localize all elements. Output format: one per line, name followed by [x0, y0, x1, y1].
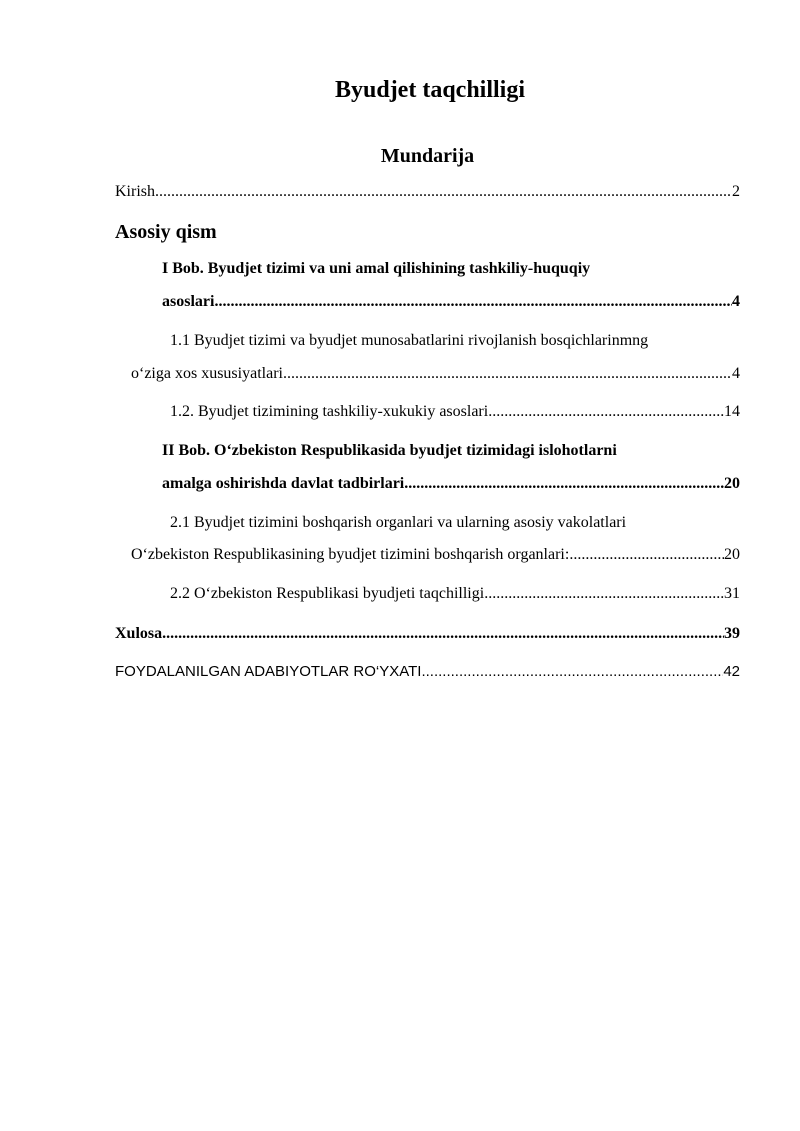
dot-leader	[404, 474, 724, 494]
dot-leader	[484, 584, 724, 604]
dot-leader	[488, 402, 724, 422]
toc-entry-section1-2[interactable]	[170, 402, 740, 422]
dot-leader	[155, 182, 732, 202]
dot-leader	[283, 364, 732, 384]
toc-page-number: 20	[724, 475, 740, 492]
toc-entry-text: o‘ziga xos xususiyatlari	[131, 365, 283, 382]
toc-entry-chapter1-line1[interactable]: I Bob. Byudjet tizimi va uni amal qilishining tashkiliy-huquqiy	[162, 260, 591, 277]
toc-entry-text: 2.2 O‘zbekiston Respublikasi byudjeti taqchilligi	[170, 585, 485, 602]
toc-entry-text: Xulosa	[115, 625, 163, 642]
dot-leader	[569, 545, 724, 565]
dot-leader	[162, 624, 724, 644]
dot-leader	[421, 662, 723, 682]
main-section-heading: Asosiy qism	[115, 221, 217, 243]
toc-entry-text: 1.2. Byudjet tizimining tashkiliy-xukukiy asoslari	[170, 403, 489, 420]
toc-entry-text: O‘zbekiston Respublikasining byudjet tizimini boshqarish organlari:	[131, 546, 570, 563]
toc-entry-text: amalga oshirishda davlat tadbirlari	[162, 475, 405, 492]
toc-page-number: 4	[732, 293, 740, 310]
toc-entry-section2-2[interactable]	[170, 584, 740, 604]
toc-page-number: 42	[723, 663, 740, 680]
document-title: Byudjet taqchilligi	[334, 77, 526, 103]
toc-entry-text: asoslari	[162, 293, 215, 310]
toc-entry-chapter2-line1[interactable]: II Bob. O‘zbekiston Respublikasida byudjet tizimidagi islohotlarni	[162, 442, 617, 459]
toc-entry-conclusion[interactable]	[115, 624, 740, 644]
toc-entry-section1-1[interactable]	[131, 364, 740, 384]
toc-entry-chapter2[interactable]	[162, 474, 740, 494]
toc-page-number: 39	[724, 625, 740, 642]
toc-entry-intro[interactable]	[115, 182, 740, 202]
toc-entry-text: Kirish	[115, 183, 155, 200]
toc-page-number: 20	[724, 546, 740, 563]
toc-entry-section1-1-line1[interactable]: 1.1 Byudjet tizimi va byudjet munosabatlarini rivojlanish bosqichlarinmng	[170, 332, 649, 349]
toc-entry-section2-1[interactable]	[131, 545, 740, 565]
toc-entry-references[interactable]	[115, 662, 740, 682]
toc-page-number: 14	[724, 403, 740, 420]
toc-page-number: 2	[732, 183, 740, 200]
toc-heading: Mundarija	[380, 145, 475, 167]
dot-leader	[214, 292, 732, 312]
toc-page-number: 4	[732, 365, 740, 382]
toc-entry-section2-1-line1[interactable]: 2.1 Byudjet tizimini boshqarish organlari va ularning asosiy vakolatlari	[170, 514, 627, 531]
toc-page-number: 31	[724, 585, 740, 602]
toc-entry-text: FOYDALANILGAN ADABIYOTLAR RO‘YXATI	[115, 663, 422, 680]
toc-entry-chapter1[interactable]	[162, 292, 740, 312]
